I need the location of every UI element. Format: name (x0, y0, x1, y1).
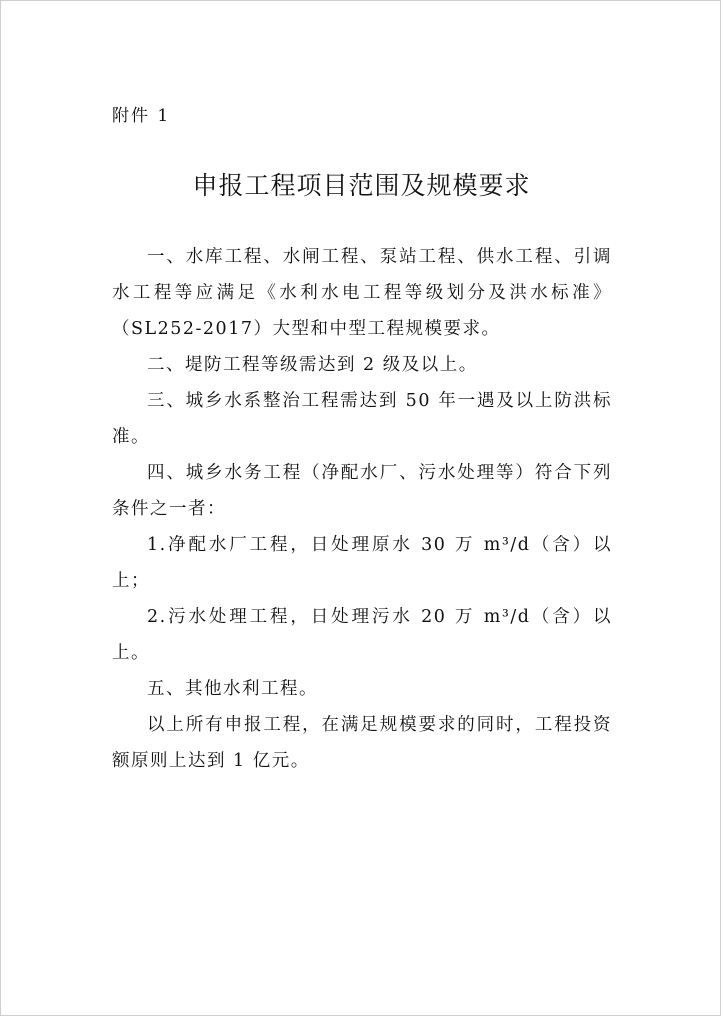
paragraph-6: 2.污水处理工程，日处理污水 20 万 m³/d（含）以上。 (112, 607, 612, 663)
paragraph-2: 二、堤防工程等级需达到 2 级及以上。 (147, 355, 478, 375)
paragraph-8: 以上所有申报工程，在满足规模要求的同时，工程投资额原则上达到 1 亿元。 (112, 715, 612, 771)
paragraph-5: 1.净配水厂工程，日处理原水 30 万 m³/d（含）以上； (112, 535, 612, 591)
document-title: 申报工程项目范围及规模要求 (192, 171, 531, 200)
paragraph-1: 一、水库工程、水闸工程、泵站工程、供水工程、引调水工程等应满足《水利水电工程等级划分及洪水标准》（SL252-2017）大型和中型工程规模要求。 (112, 247, 612, 339)
paragraph-4: 四、城乡水务工程（净配水厂、污水处理等）符合下列条件之一者： (112, 463, 612, 519)
attachment-label: 附件 1 (112, 106, 171, 126)
paragraph-3: 三、城乡水系整治工程需达到 50 年一遇及以上防洪标准。 (112, 391, 612, 447)
document-body (112, 239, 612, 779)
paragraph-7: 五、其他水利工程。 (147, 679, 318, 699)
